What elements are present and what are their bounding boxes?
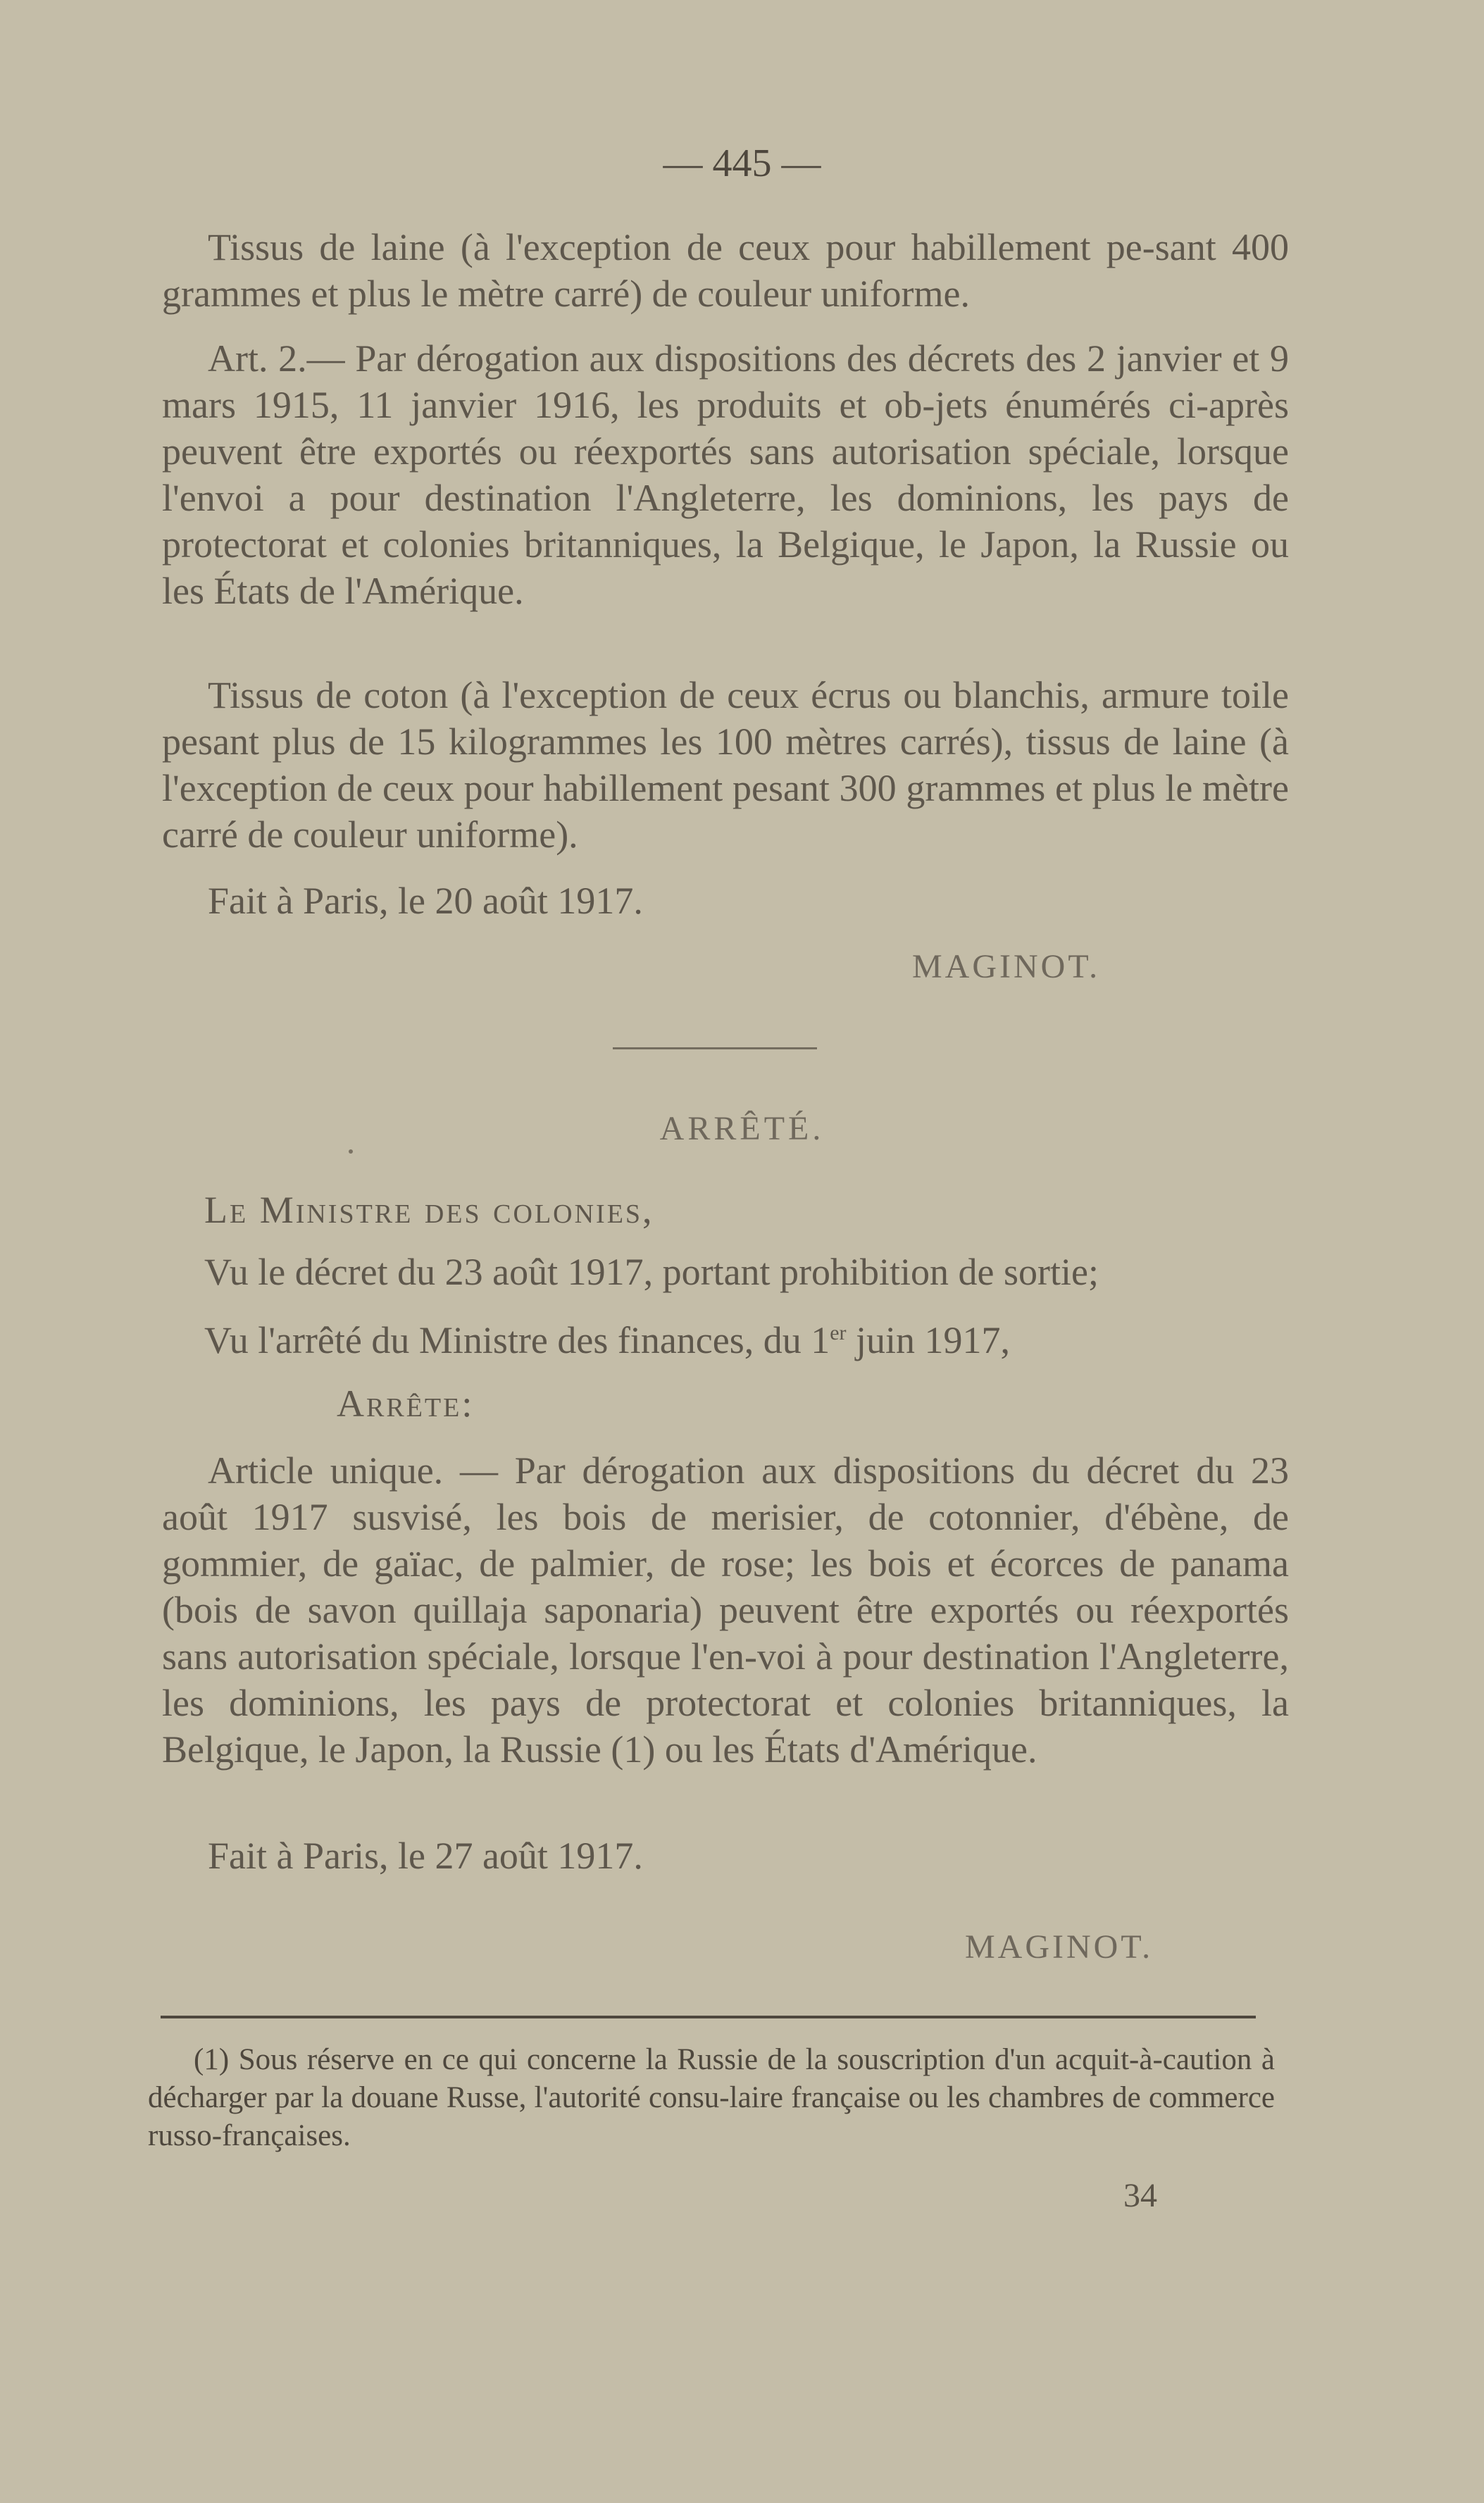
paragraph-ministre	[204, 1187, 1331, 1233]
arrete-label	[337, 1380, 1464, 1427]
page-signature-number: 34	[1123, 2177, 1157, 2214]
arrete-label-text: Arrête:	[337, 1382, 475, 1425]
ministre-text: Le Ministre des colonies,	[204, 1189, 654, 1231]
footnote-rule	[161, 2016, 1256, 2018]
vu-arrete-suffix: juin 1917,	[846, 1319, 1011, 1361]
vu-arrete-prefix: Vu l'arrêté du Ministre des finances, du 1	[204, 1319, 830, 1361]
paragraph-vu-arrete	[204, 1310, 1331, 1363]
signature-maginot-1: MAGINOT.	[912, 948, 1101, 985]
footnote-text: (1) Sous réserve en ce qui concerne la Russie de la souscription d'un acquit-à-caution à décharger par la douane Russe, l'autorité consu-laire française ou les chambres de commerce russo-françaises.	[148, 2043, 1275, 2152]
paragraph-vu-decret: Vu le décret du 23 août 1917, portant prohibition de sortie;	[204, 1251, 1099, 1293]
heading-arrete: ARRÊTÉ.	[659, 1110, 825, 1147]
paragraph-tissus-coton: Tissus de coton (à l'exception de ceux écrus ou blanchis, armure toile pesant plus de 15 kilogrammes les 100 mètres carrés), tissus de laine (à l'exception de ceux pour habillement pesant 300 grammes et plus le mètre carré de couleur uniforme).	[162, 674, 1289, 856]
ink-speck	[349, 1149, 353, 1154]
paragraph-tissus-laine: Tissus de laine (à l'exception de ceux pour habillement pe-sant 400 grammes et plus le mètre carré) de couleur uniforme.	[162, 226, 1289, 315]
paragraph-fait-a-paris-1: Fait à Paris, le 20 août 1917.	[208, 880, 643, 922]
section-divider	[613, 1047, 817, 1049]
signature-maginot-2: MAGINOT.	[965, 1928, 1154, 1966]
page-number: — 445 —	[663, 142, 821, 185]
paragraph-article-2: Art. 2.— Par dérogation aux dispositions des décrets des 2 janvier et 9 mars 1915, 11 janvier 1916, les produits et ob-jets énumérés ci-après peuvent être exportés ou réexportés sans autorisation spéciale, lorsque l'envoi a pour destination l'Angleterre, les dominions, les pays de protectorat et colonies britanniques, la Belgique, le Japon, la Russie ou les États de l'Amérique.	[162, 337, 1289, 612]
vu-arrete-sup: er	[830, 1321, 847, 1344]
paragraph-fait-a-paris-2: Fait à Paris, le 27 août 1917.	[208, 1835, 643, 1877]
paragraph-article-unique: Article unique. — Par dérogation aux dispositions du décret du 23 août 1917 susvisé, les bois de merisier, de cotonnier, d'ébène, de gommier, de gaïac, de palmier, de rose; les bois et écorces de panama (bois de savon quillaja saponaria) peuvent être exportés ou réexportés sans autorisation spéciale, lorsque l'en-voi à pour destination l'Angleterre, les dominions, les pays de protectorat et colonies britanniques, la Belgique, le Japon, la Russie (1) ou les États d'Amérique.	[162, 1449, 1289, 1771]
